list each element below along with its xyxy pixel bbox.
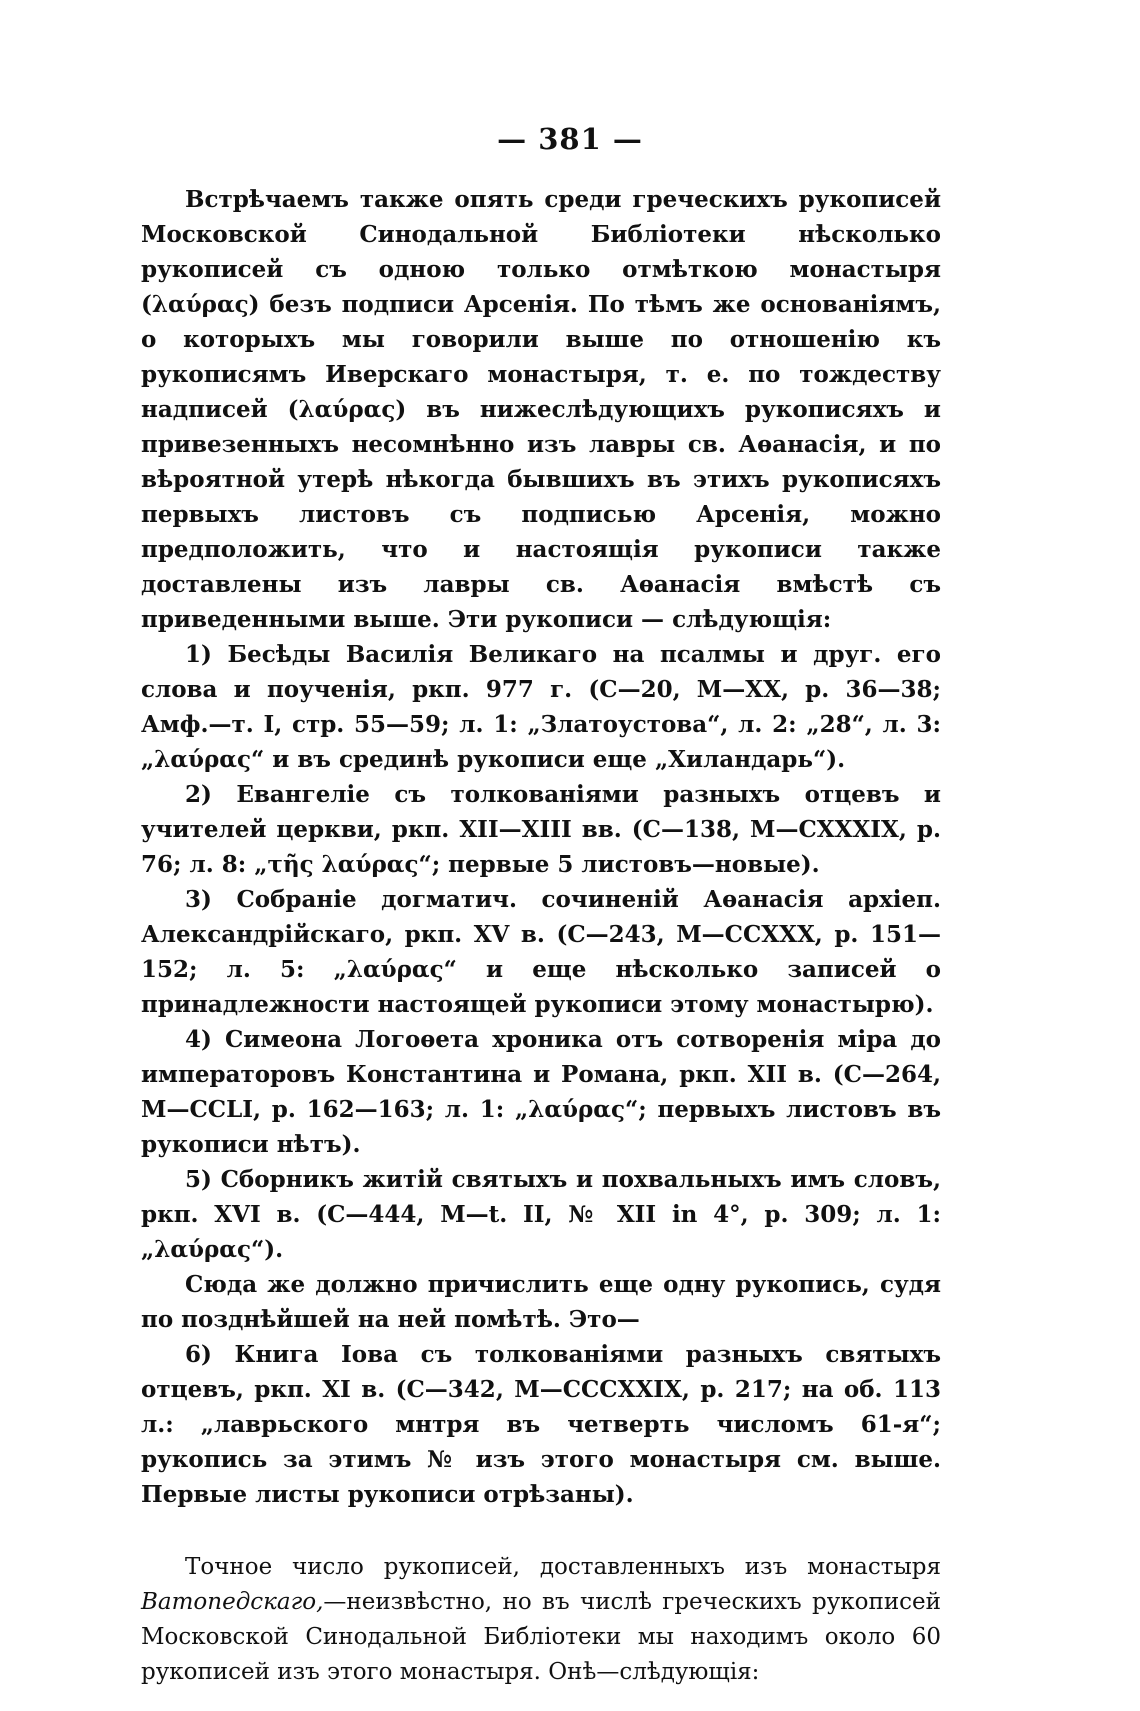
vatopedi-prefix: Точное число рукописей, доставленныхъ изъ монастыря (185, 1554, 941, 1580)
list-item-3: 3) Собраніе догматич. сочиненій Аѳанасія архіеп. Александрійскаго, ркп. XV в. (С—243, М—CCXXX, р. 151—152; л. 5: „λαύρας“ и еще нѣсколько записей о принадлежности настоящей рукописи этому монастырю). (141, 886, 941, 1018)
main-text-block (141, 182, 941, 1690)
list-item-1: 1) Бесѣды Василія Великаго на псалмы и друг. его слова и поученія, ркп. 977 г. (С—20, М—XX, р. 36—38; Амф.—т. I, стр. 55—59; л. 1: „Златоустова“, л. 2: „28“, л. 3: „λαύρας“ и въ срединѣ рукописи еще „Хиландарь“). (141, 641, 941, 773)
page-number: — 381 — (497, 122, 643, 156)
vatopedi-name: Ватопедскаго, (141, 1589, 324, 1615)
section-gap (141, 1512, 941, 1550)
list-item-5: 5) Сборникъ житій святыхъ и похвальныхъ имъ словъ, ркп. XVI в. (С—444, М—t. II, № XII in 4°, р. 309; л. 1: „λαύρας“). (141, 1166, 941, 1263)
list-item-4: 4) Симеона Логоѳета хроника отъ сотворенія міра до императоровъ Константина и Романа, ркп. XII в. (С—264, М—CCLI, р. 162—163; л. 1: „λαύρας“; первыхъ листовъ въ рукописи нѣтъ). (141, 1026, 941, 1158)
intro-paragraph: Встрѣчаемъ также опять среди греческихъ рукописей Московской Синодальной Библіотеки нѣсколько рукописей съ одною только отмѣткою монастыря (λαύρας) безъ подписи Арсенія. По тѣмъ же основаніямъ, о которыхъ мы говорили выше по отношенію къ рукописямъ Иверскаго монастыря, т. е. по тождеству надписей (λαύρας) въ нижеслѣдующихъ рукописяхъ и привезенныхъ несомнѣнно изъ лавры св. Аѳанасія, и по вѣроятной утерѣ нѣкогда бывшихъ въ этихъ рукописяхъ первыхъ листовъ съ подписью Арсенія, можно предположить, что и настоящія рукописи также доставлены изъ лавры св. Аѳанасія вмѣстѣ съ приведенными выше. Эти рукописи — слѣдующія: (141, 186, 941, 633)
vatopedi-suffix: —неизвѣстно, но въ числѣ греческихъ рукописей Московской Синодальной Библіотеки мы находимъ около 60 рукописей изъ этого монастыря. Онѣ—слѣдующія: (141, 1589, 941, 1685)
note-paragraph: Сюда же должно причислить еще одну рукопись, судя по позднѣйшей на ней помѣтѣ. Это— (141, 1271, 941, 1333)
list-item-2: 2) Евангеліе съ толкованіями разныхъ отцевъ и учителей церкви, ркп. XII—XIII вв. (С—138, М—CXXXIX, р. 76; л. 8: „τῆς λαύρας“; первые 5 листовъ—новые). (141, 781, 941, 878)
vatopedi-paragraph (141, 1550, 941, 1690)
list-item-6: 6) Книга Іова съ толкованіями разныхъ святыхъ отцевъ, ркп. XI в. (С—342, М—CCCXXIX, р. 217; на об. 113 л.: „лаврьского мнтря въ четверть числомъ 61-я“; рукопись за этимъ № изъ этого монастыря см. выше. Первые листы рукописи отрѣзаны). (141, 1341, 941, 1508)
